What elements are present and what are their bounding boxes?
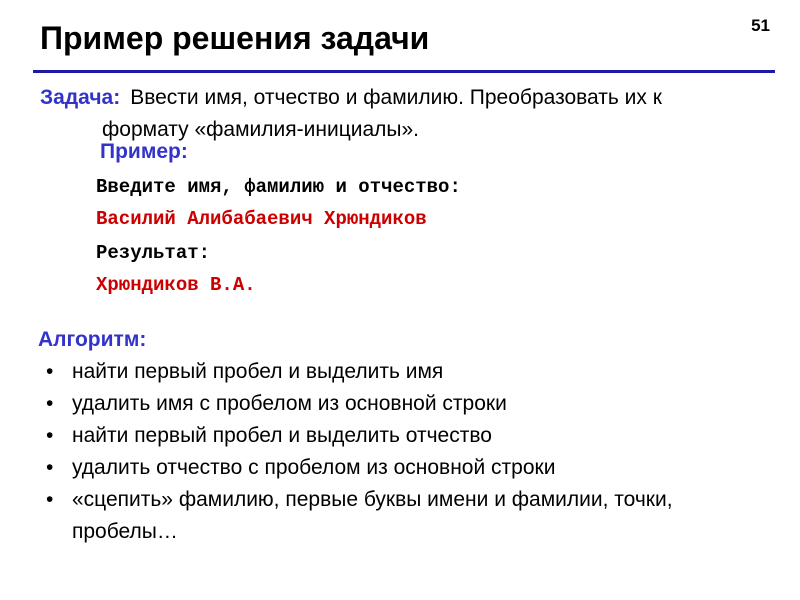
example-label: Пример: bbox=[100, 140, 188, 163]
task-statement bbox=[40, 82, 780, 146]
example-result-label: Результат: bbox=[96, 242, 211, 264]
algorithm-step-text: удалить имя с пробелом из основной строки bbox=[72, 392, 507, 415]
task-line-1 bbox=[40, 82, 780, 114]
algorithm-step-text: найти первый пробел и выделить имя bbox=[72, 360, 444, 383]
bullet-icon: • bbox=[46, 488, 54, 511]
bullet-icon: • bbox=[46, 424, 54, 447]
algorithm-step bbox=[44, 420, 774, 452]
algorithm-steps bbox=[44, 356, 774, 548]
algorithm-step bbox=[44, 484, 774, 548]
algorithm-step bbox=[44, 388, 774, 420]
example-input: Василий Алибабаевич Хрюндиков bbox=[96, 208, 427, 230]
algorithm-step bbox=[44, 356, 774, 388]
example-prompt: Введите имя, фамилию и отчество: bbox=[96, 176, 461, 198]
algorithm-step-text: удалить отчество с пробелом из основной строки bbox=[72, 456, 556, 479]
slide-number: 51 bbox=[751, 16, 770, 35]
bullet-icon: • bbox=[46, 456, 54, 479]
title-divider bbox=[33, 70, 775, 73]
algorithm-step-text: найти первый пробел и выделить отчество bbox=[72, 424, 492, 447]
bullet-icon: • bbox=[46, 392, 54, 415]
algorithm-step bbox=[44, 452, 774, 484]
task-text-2: формату «фамилия-инициалы». bbox=[102, 118, 419, 141]
bullet-icon: • bbox=[46, 360, 54, 383]
algorithm-step-text: «сцепить» фамилию, первые буквы имени и фамилии, точки, пробелы… bbox=[72, 488, 673, 543]
task-text-1: Ввести имя, отчество и фамилию. Преобразовать их к bbox=[130, 86, 662, 109]
algorithm-label: Алгоритм: bbox=[38, 328, 147, 351]
task-label: Задача: bbox=[40, 86, 121, 109]
slide-title: Пример решения задачи bbox=[40, 20, 430, 56]
example-output: Хрюндиков В.А. bbox=[96, 274, 256, 296]
